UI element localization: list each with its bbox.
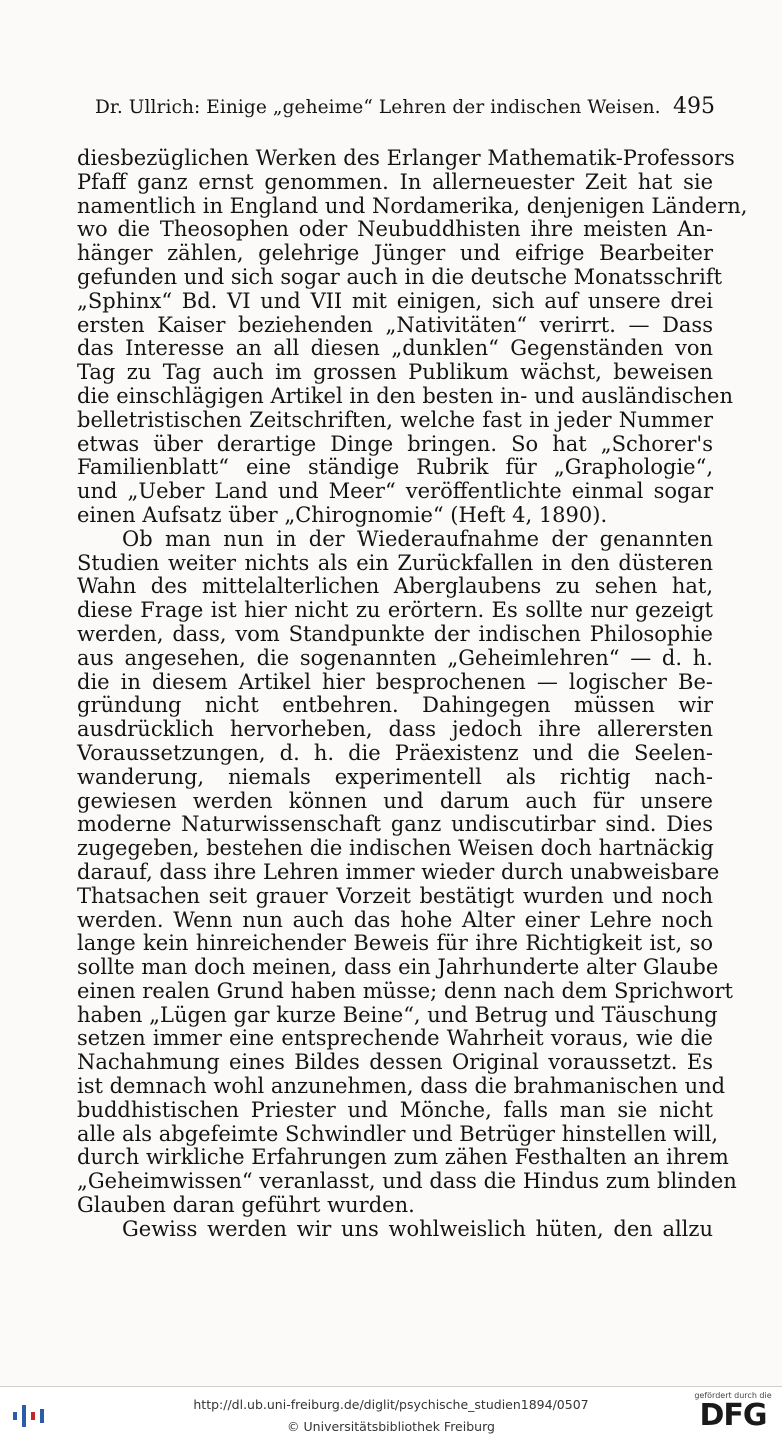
- text-line: moderne Naturwissenschaft ganz undiscutirbar sind. Dies: [77, 812, 713, 837]
- text-line: setzen immer eine entsprechende Wahrheit voraus, wie die: [77, 1026, 713, 1051]
- text-line: die in diesem Artikel hier besprochenen — logischer Be-: [77, 669, 713, 694]
- viewer-footer: [0, 1386, 782, 1441]
- text-line: aus angesehen, die sogenannten „Geheimlehren“ — d. h.: [77, 645, 713, 670]
- text-line: Nachahmung eines Bildes dessen Original voraussetzt. Es: [77, 1050, 713, 1075]
- dfg-logo-text: DFG: [699, 1398, 767, 1433]
- text-line: Tag zu Tag auch im grossen Publikum wächst, beweisen: [77, 360, 713, 385]
- page-number: 495: [673, 94, 715, 119]
- paragraph-2: [77, 526, 737, 1218]
- text-line: gewiesen werden können und darum auch für unsere: [77, 788, 713, 813]
- text-line: Glauben daran geführt wurden.: [77, 1193, 415, 1218]
- text-line: wanderung, niemals experimentell als richtig nach-: [77, 764, 713, 789]
- text-line: Wahn des mittelalterlichen Aberglaubens zu sehen hat,: [77, 574, 713, 599]
- dfg-caption: gefördert durch die: [694, 1391, 772, 1400]
- running-title: Dr. Ullrich: Einige „geheime“ Lehren der indischen Weisen.: [95, 97, 661, 118]
- text-line: werden, dass, vom Standpunkte der indischen Philosophie: [77, 621, 713, 646]
- page-header: [95, 94, 715, 130]
- text-line: „Sphinx“ Bd. VI und VII mit einigen, sich auf unsere drei: [77, 288, 713, 313]
- text-line: buddhistischen Priester und Mönche, falls man sie nicht: [77, 1097, 713, 1122]
- text-line: gründung nicht entbehren. Dahingegen müssen wir: [77, 693, 713, 718]
- text-line: belletristischen Zeitschriften, welche fast in jeder Nummer: [77, 407, 713, 432]
- text-line: sollte man doch meinen, dass ein Jahrhunderte alter Glaube: [77, 955, 719, 980]
- text-line: Ob man nun in der Wiederaufnahme der genannten: [122, 526, 713, 551]
- text-line: etwas über derartige Dinge bringen. So hat „Schorer's: [77, 431, 713, 456]
- body-text: [77, 146, 748, 1242]
- text-line: Voraussetzungen, d. h. die Präexistenz und die Seelen-: [77, 740, 713, 765]
- text-line: diesbezüglichen Werken des Erlanger Mathematik-Professors: [77, 146, 735, 170]
- text-line: Gewiss werden wir uns wohlweislich hüten, den allzu: [122, 1216, 713, 1241]
- text-line: „Geheimwissen“ veranlasst, und dass die Hindus zum blinden: [77, 1169, 737, 1194]
- paragraph-1: [77, 146, 748, 528]
- text-line: diese Frage ist hier nicht zu erörtern. Es sollte nur gezeigt: [77, 598, 713, 623]
- paragraph-3: [77, 1218, 713, 1242]
- dfg-logo: [694, 1391, 772, 1437]
- text-line: und „Ueber Land und Meer“ veröffentlichte einmal sogar: [77, 479, 713, 504]
- text-line: Thatsachen seit grauer Vorzeit bestätigt wurden und noch: [77, 883, 713, 908]
- text-line: Pfaff ganz ernst genommen. In allerneuester Zeit hat sie: [77, 169, 713, 194]
- text-line: gefunden und sich sogar auch in die deutsche Monatsschrift: [77, 264, 723, 289]
- text-line: darauf, dass ihre Lehren immer wieder durch unabweisbare: [77, 859, 720, 884]
- text-line: Familienblatt“ eine ständige Rubrik für „Graphologie“,: [77, 455, 713, 480]
- text-line: Studien weiter nichts als ein Zurückfallen in den düsteren: [77, 550, 713, 575]
- text-line: durch wirkliche Erfahrungen zum zähen Festhalten an ihrem: [77, 1145, 729, 1170]
- text-line: hänger zählen, gelehrige Jünger und eifrige Bearbeiter: [77, 241, 713, 266]
- copyright-text: © Universitätsbibliothek Freiburg: [287, 1419, 495, 1434]
- text-line: ausdrücklich hervorheben, dass jedoch ihre allerersten: [77, 717, 713, 742]
- source-url-link[interactable]: http://dl.ub.uni-freiburg.de/diglit/psychische_studien1894/0507: [193, 1397, 589, 1412]
- text-line: die einschlägigen Artikel in den besten in- und ausländischen: [77, 383, 734, 408]
- text-line: einen Aufsatz über „Chirognomie“ (Heft 4, 1890).: [77, 502, 608, 527]
- text-line: haben „Lügen gar kurze Beine“, und Betrug und Täuschung: [77, 1002, 718, 1027]
- text-line: namentlich in England und Nordamerika, denjenigen Ländern,: [77, 193, 748, 218]
- text-line: ist demnach wohl anzunehmen, dass die brahmanischen und: [77, 1074, 726, 1099]
- text-line: werden. Wenn nun auch das hohe Alter einer Lehre noch: [77, 907, 713, 932]
- text-line: das Interesse an all diesen „dunklen“ Gegenständen von: [77, 336, 713, 361]
- text-line: zugegeben, bestehen die indischen Weisen doch hartnäckig: [77, 836, 714, 861]
- text-line: alle als abgefeimte Schwindler und Betrüger hinstellen will,: [77, 1121, 719, 1146]
- text-line: wo die Theosophen oder Neubuddhisten ihre meisten An-: [77, 217, 713, 242]
- text-line: einen realen Grund haben müsse; denn nach dem Sprichwort: [77, 978, 733, 1003]
- text-line: ersten Kaiser beziehenden „Nativitäten“ verirrt. — Dass: [77, 312, 713, 337]
- text-line: lange kein hinreichender Beweis für ihre Richtigkeit ist, so: [77, 931, 713, 956]
